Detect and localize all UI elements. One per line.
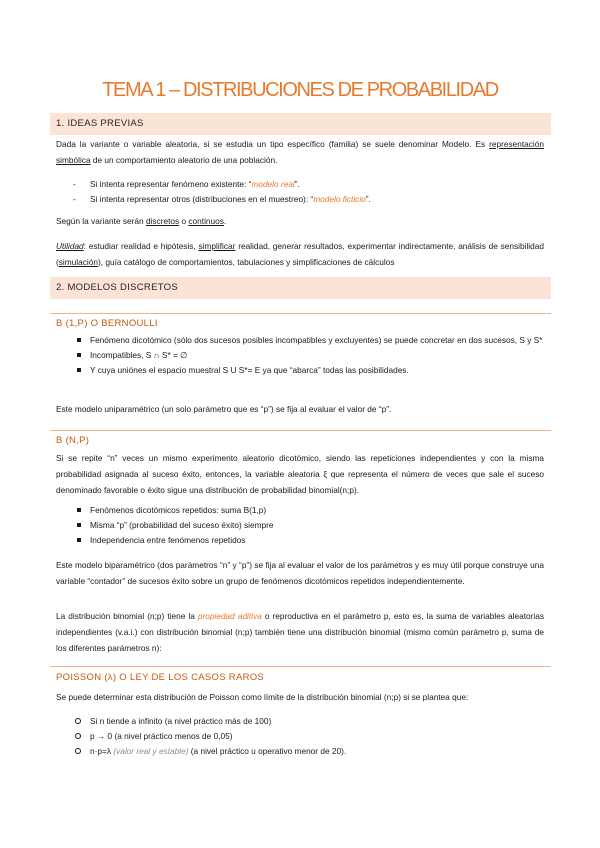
subheading-bernoulli: B (1,P) O BERNOULLI <box>56 318 158 329</box>
modelo-types-list <box>56 177 544 207</box>
square-bullet <box>77 353 81 357</box>
square-bullet <box>77 368 81 372</box>
subheading-rule <box>50 666 551 667</box>
subheading-rule <box>50 313 551 314</box>
dash-marker: - <box>73 179 76 189</box>
dash-marker: - <box>73 194 76 204</box>
paragraph-modelo-definition: Dada la variante o variable aleatoria, si se estudia un tipo específico (familia) se suele denominar Modelo. Es representación simbólica de un comportamiento aleatorio de una población. <box>56 139 544 165</box>
circle-bullet <box>75 718 81 724</box>
section-heading-modelos-discretos: 2. MODELOS DISCRETOS <box>50 277 551 299</box>
paragraph-poisson-limit: Se puede determinar esta distribución de Poisson como límite de la distribución binomial (n;p) si se plantea que: <box>56 692 469 702</box>
section-heading-ideas-previas: 1. IDEAS PREVIAS <box>50 113 551 135</box>
list-item: Fenómenos dicotómicos repetidos: suma B(1,p) <box>56 503 544 518</box>
bernoulli-properties-list <box>56 333 544 378</box>
paragraph-binomial-biparametrico: Este modelo biparamétrico (dos parámetros “n” y “p”) se fija al evaluar el valor de los parámetros y es muy útil porque construye una variable “contador” de sucesos éxito sobre un grupo de fenómenos dicotómicos repetidos independientemente. <box>56 560 544 586</box>
circle-bullet <box>75 733 81 739</box>
paragraph-propiedad-aditiva: La distribución binomial (n;p) tiene la propiedad aditiva o reproductiva en el parámetro p, esto es, la suma de variables aleatorias independientes (v.a.i.) con distribución binomial (n;p) también tiene una distribución binomial (mismo común parámetro p, suma de los diferentes parámetros n): <box>56 611 544 653</box>
paragraph-bernoulli-uniparametrico: Este modelo uniparamétrico (un solo parámetro que es “p”) se fija al evaluar el valor de “p”. <box>56 404 392 414</box>
square-bullet <box>77 523 81 527</box>
paragraph-discretos-continuos: Según la variante serán discretos o continuos. <box>56 216 227 226</box>
poisson-conditions-list <box>56 714 544 759</box>
square-bullet <box>77 338 81 342</box>
list-item: - Si intenta representar fenómeno existente: “modelo real”. <box>56 177 544 192</box>
document-title: TEMA 1 – DISTRIBUCIONES DE PROBABILIDAD <box>102 79 498 101</box>
list-item: Y cuya uniónes el espacio muestral S U S*= E ya que “abarca” todas las posibilidades. <box>56 363 544 378</box>
square-bullet <box>77 508 81 512</box>
list-item: Independencia entre fenómenos repetidos <box>56 533 544 548</box>
list-item: Incompatibles, S ∩ S* = ∅ <box>56 348 544 363</box>
subheading-binomial: B (N,P) <box>56 435 90 446</box>
paragraph-utilidad: Utilidad: estudiar realidad e hipótesis, simplificar realidad, generar resultados, experimentar indirectamente, análisis de sensibilidad (simulación), guía catálogo de comportamientos, tabulaciones y simplificaciones de cálculos <box>56 241 544 267</box>
circle-bullet <box>75 748 81 754</box>
list-item: p → 0 (a nivel práctico menos de 0,05) <box>56 729 544 744</box>
subheading-rule <box>50 430 551 431</box>
list-item: Misma “p” (probabilidad del suceso éxito) siempre <box>56 518 544 533</box>
square-bullet <box>77 538 81 542</box>
binomial-properties-list <box>56 503 544 548</box>
list-item: n·p=λ (valor real y estable) (a nivel práctico u operativo menor de 20). <box>56 744 544 759</box>
subheading-poisson: POISSON (λ) O LEY DE LOS CASOS RAROS <box>56 672 265 683</box>
list-item: Fenómeno dicotómico (sólo dos sucesos posibles incompatibles y excluyentes) se puede concretar en dos sucesos, S y S* <box>56 333 544 348</box>
list-item: - Si intenta representar otros (distribuciones en el muestreo): “modelo ficticio”. <box>56 192 544 207</box>
list-item: Si n tiende a infinito (a nivel práctico más de 100) <box>56 714 544 729</box>
paragraph-binomial-definition: Si se repite “n” veces un mismo experimento aleatorio dicotómico, siendo las repeticiones independientes y con la misma probabilidad asignada al suceso éxito, entonces, la variable aleatoria ξ que representa el número de veces que sale el suceso denominado favorable o éxito sigue una distribución de probabilidad binomial(n;p). <box>56 453 544 495</box>
